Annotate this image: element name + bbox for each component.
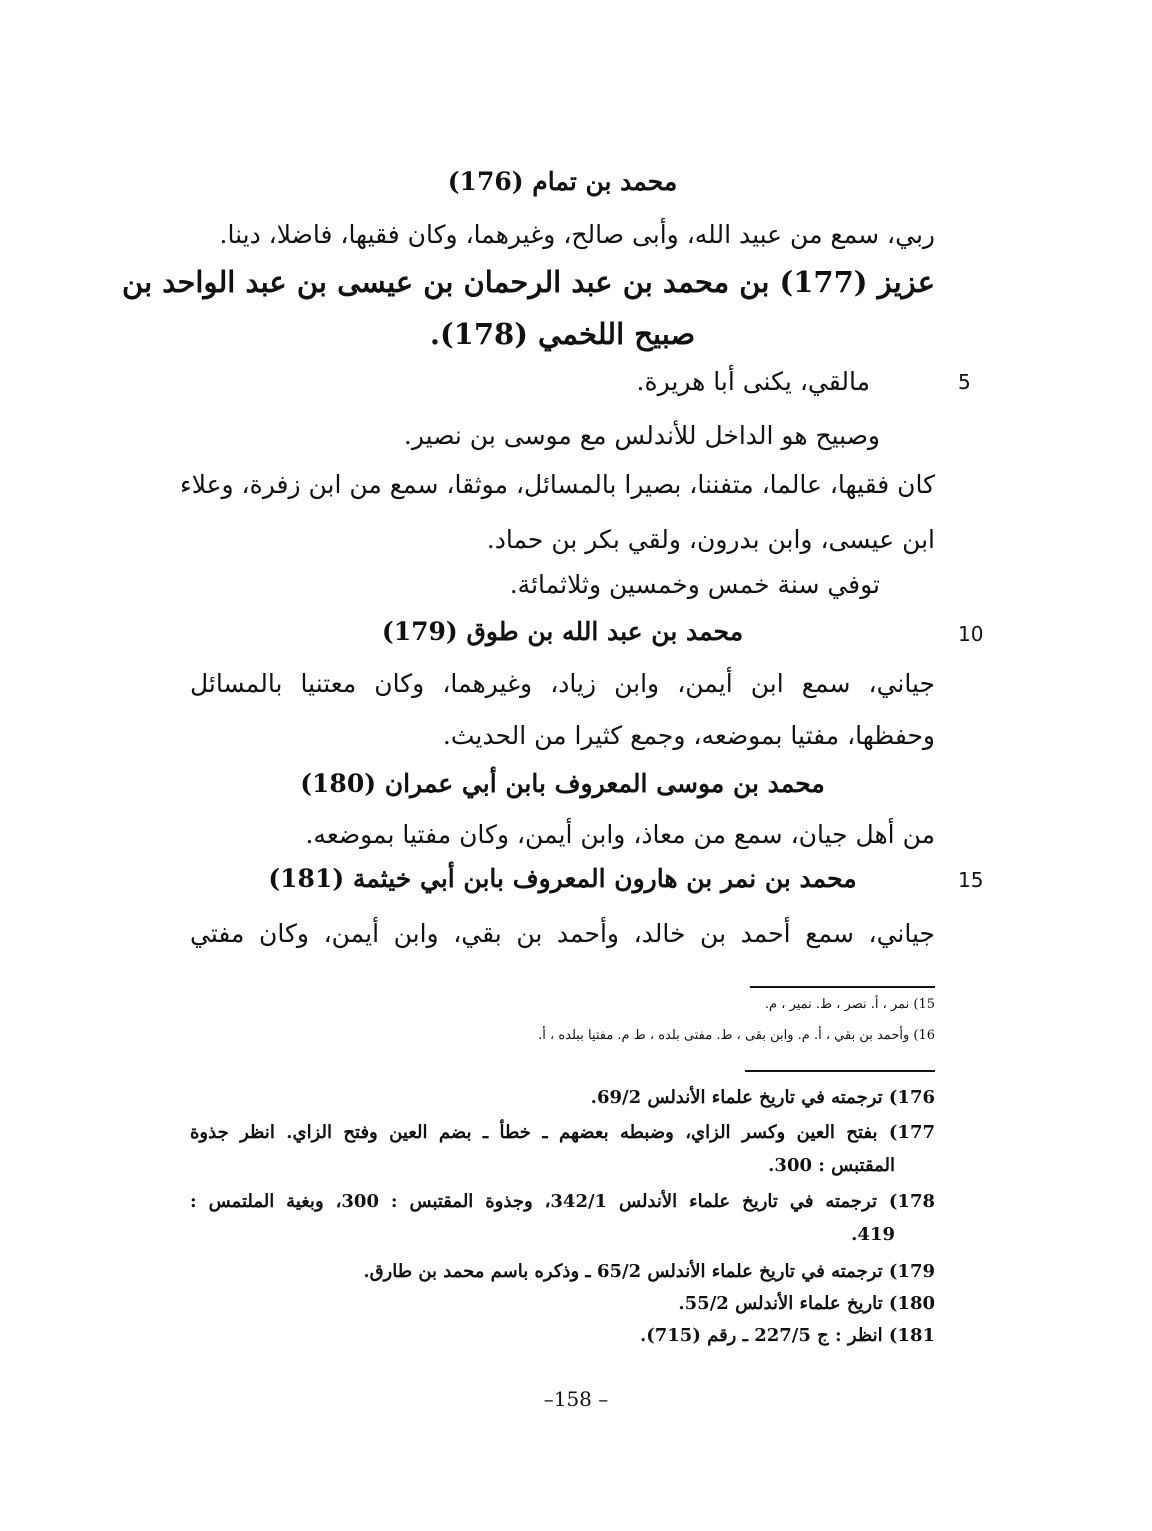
body-line: كان فقيها، عالما، متفننا، بصيرا بالمسائل، موثقا، سمع من ابن زفرة، وعلاء	[179, 470, 935, 499]
entry-heading-180: محمد بن موسى المعروف بابن أبي عمران (180)	[300, 769, 825, 798]
footnote-180: 180) تاريخ علماء الأندلس 55/2.	[678, 1293, 935, 1314]
body-line: جياني، سمع ابن أيمن، وابن زياد، وغيرهما، وكان معتنيا بالمسائل	[190, 669, 935, 698]
footnote-176: 176) ترجمته في تاريخ علماء الأندلس 69/2.	[590, 1087, 935, 1108]
apparatus-separator	[750, 986, 935, 988]
body-line: من أهل جيان، سمع من معاذ، وابن أيمن، وكان مفتيا بموضعه.	[305, 820, 935, 849]
entry-heading-176: محمد بن تمام (176)	[447, 167, 678, 196]
footnote-181: 181) انظر : ج 227/5 ـ رقم (715).	[639, 1325, 935, 1346]
body-line: ربي، سمع من عبيد الله، وأبى صالح، وغيرهما، وكان فقيها، فاضلا، دينا.	[219, 220, 935, 249]
footnote-178: 178) ترجمته في تاريخ علماء الأندلس 342/1، وجذوة المقتبس : 300، وبغية الملتمس :	[190, 1191, 935, 1212]
apparatus-note-16: 16) وأحمد بن بقي ، أ. م. وابن بقى ، ط. مفتى بلده ، ط م. مفتيا ببلده ، أ.	[538, 1028, 935, 1043]
footnote-179: 179) ترجمته في تاريخ علماء الأندلس 65/2 ـ وذكره باسم محمد بن طارق.	[363, 1261, 935, 1282]
entry-heading-177-continued: صبيح اللخمي (178).	[429, 317, 696, 351]
body-line: توفي سنة خمس وخمسين وثلاثمائة.	[509, 570, 880, 599]
body-line: وصبيح هو الداخل للأندلس مع موسى بن نصير.	[403, 421, 880, 450]
footnote-177-continued: المقتبس : 300.	[768, 1155, 895, 1176]
body-line: وحفظها، مفتيا بموضعه، وجمع كثيرا من الحديث.	[442, 721, 935, 750]
line-number: 10	[958, 622, 984, 646]
entry-heading-177: عزيز (177) بن محمد بن عبد الرحمان بن عيسى بن عبد الواحد بن	[122, 265, 935, 299]
body-line: ابن عيسى، وابن بدرون، ولقي بكر بن حماد.	[486, 525, 935, 554]
body-line: مالقي، يكنى أبا هريرة.	[636, 367, 870, 396]
entry-heading-179: محمد بن عبد الله بن طوق (179)	[381, 617, 744, 646]
line-number: 15	[958, 868, 984, 892]
page-number: –158 –	[543, 1387, 609, 1411]
entry-heading-181: محمد بن نمر بن هارون المعروف بابن أبي خيثمة (181)	[268, 864, 857, 893]
body-line: جياني، سمع أحمد بن خالد، وأحمد بن بقي، وابن أيمن، وكان مفتي	[190, 919, 935, 948]
footnote-separator	[745, 1070, 935, 1072]
footnote-177: 177) بفتح العين وكسر الزاي، وضبطه بعضهم ـ خطأ ـ بضم العين وفتح الزاي. انظر جذوة	[190, 1122, 935, 1143]
apparatus-note-15: 15) نمر ، أ. نصر ، ط. نمير ، م.	[764, 997, 935, 1012]
line-number: 5	[958, 370, 971, 394]
footnote-178-continued: 419.	[851, 1224, 895, 1245]
